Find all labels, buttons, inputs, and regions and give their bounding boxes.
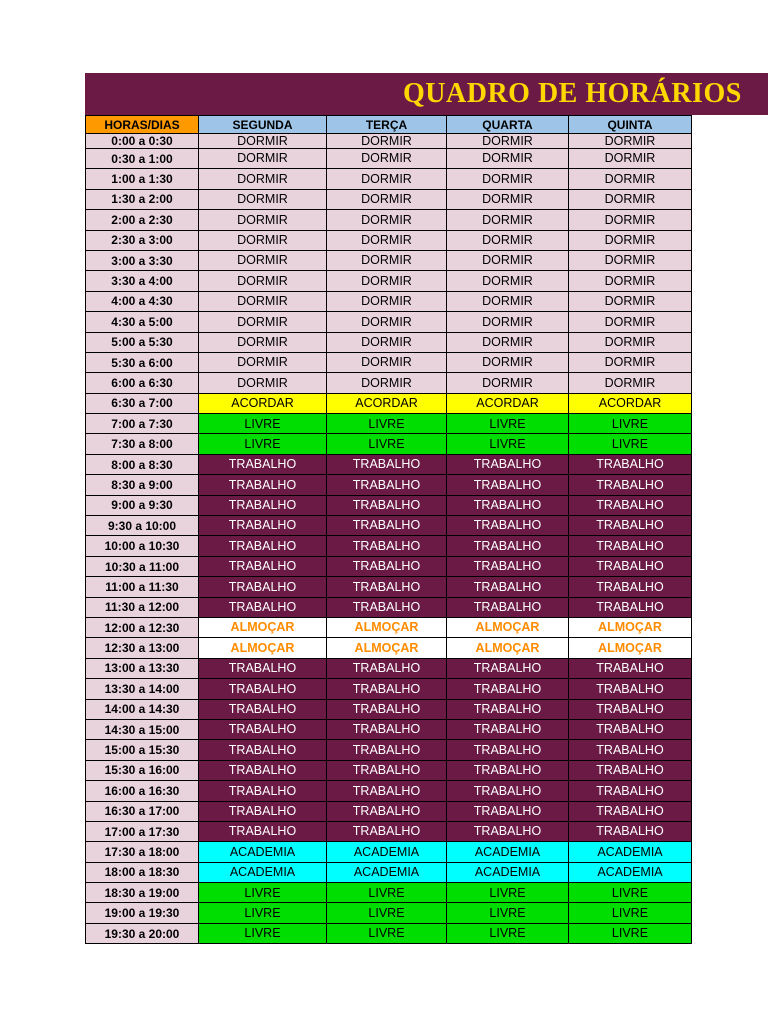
table-row	[86, 332, 692, 352]
activity-cell-quinta: TRABALHO	[569, 801, 692, 821]
activity-cell-segunda: TRABALHO	[199, 577, 327, 597]
table-row	[86, 230, 692, 250]
time-slot-cell: 1:30 a 2:00	[86, 189, 199, 209]
activity-cell-quarta: DORMIR	[447, 149, 569, 169]
activity-cell-terca: DORMIR	[327, 169, 447, 189]
activity-cell-terca: TRABALHO	[327, 536, 447, 556]
table-row	[86, 617, 692, 637]
activity-cell-quarta: TRABALHO	[447, 597, 569, 617]
activity-cell-quarta: TRABALHO	[447, 475, 569, 495]
activity-cell-segunda: TRABALHO	[199, 760, 327, 780]
table-row	[86, 658, 692, 678]
time-slot-cell: 14:00 a 14:30	[86, 699, 199, 719]
table-row	[86, 679, 692, 699]
activity-cell-quinta: LIVRE	[569, 903, 692, 923]
activity-cell-terca: DORMIR	[327, 312, 447, 332]
time-slot-cell: 2:30 a 3:00	[86, 230, 199, 250]
activity-cell-segunda: ALMOÇAR	[199, 617, 327, 637]
activity-cell-terca: TRABALHO	[327, 801, 447, 821]
activity-cell-segunda: TRABALHO	[199, 516, 327, 536]
activity-cell-quarta: DORMIR	[447, 373, 569, 393]
activity-cell-segunda: ACORDAR	[199, 393, 327, 413]
activity-cell-terca: LIVRE	[327, 923, 447, 943]
activity-cell-terca: TRABALHO	[327, 760, 447, 780]
activity-cell-quarta: TRABALHO	[447, 516, 569, 536]
activity-cell-segunda: ALMOÇAR	[199, 638, 327, 658]
activity-cell-segunda: DORMIR	[199, 271, 327, 291]
activity-cell-terca: LIVRE	[327, 883, 447, 903]
table-row	[86, 903, 692, 923]
time-slot-cell: 7:00 a 7:30	[86, 414, 199, 434]
time-slot-cell: 8:00 a 8:30	[86, 454, 199, 474]
time-slot-cell: 12:00 a 12:30	[86, 617, 199, 637]
activity-cell-segunda: LIVRE	[199, 434, 327, 454]
activity-cell-segunda: DORMIR	[199, 230, 327, 250]
activity-cell-segunda: LIVRE	[199, 883, 327, 903]
activity-cell-quarta: DORMIR	[447, 230, 569, 250]
table-row	[86, 760, 692, 780]
time-slot-cell: 15:00 a 15:30	[86, 740, 199, 760]
activity-cell-quinta: DORMIR	[569, 291, 692, 311]
activity-cell-terca: ACORDAR	[327, 393, 447, 413]
time-slot-cell: 0:30 a 1:00	[86, 149, 199, 169]
activity-cell-quarta: LIVRE	[447, 923, 569, 943]
activity-cell-segunda: DORMIR	[199, 332, 327, 352]
activity-cell-quinta: ACADEMIA	[569, 862, 692, 882]
time-slot-cell: 1:00 a 1:30	[86, 169, 199, 189]
table-row	[86, 883, 692, 903]
activity-cell-quinta: LIVRE	[569, 434, 692, 454]
activity-cell-terca: DORMIR	[327, 149, 447, 169]
table-row	[86, 842, 692, 862]
activity-cell-quarta: TRABALHO	[447, 658, 569, 678]
activity-cell-quinta: LIVRE	[569, 923, 692, 943]
schedule-body	[86, 134, 692, 944]
activity-cell-quarta: ACORDAR	[447, 393, 569, 413]
activity-cell-quinta: DORMIR	[569, 189, 692, 209]
activity-cell-terca: TRABALHO	[327, 821, 447, 841]
time-slot-cell: 17:30 a 18:00	[86, 842, 199, 862]
activity-cell-quarta: TRABALHO	[447, 536, 569, 556]
time-slot-cell: 14:30 a 15:00	[86, 719, 199, 739]
table-row	[86, 434, 692, 454]
activity-cell-segunda: TRABALHO	[199, 454, 327, 474]
header-row	[86, 116, 692, 134]
activity-cell-quarta: ALMOÇAR	[447, 638, 569, 658]
activity-cell-terca: ALMOÇAR	[327, 638, 447, 658]
activity-cell-quinta: DORMIR	[569, 312, 692, 332]
table-row	[86, 475, 692, 495]
time-slot-cell: 5:30 a 6:00	[86, 352, 199, 372]
time-slot-cell: 6:00 a 6:30	[86, 373, 199, 393]
table-row	[86, 597, 692, 617]
activity-cell-quinta: TRABALHO	[569, 454, 692, 474]
table-row	[86, 719, 692, 739]
activity-cell-quarta: DORMIR	[447, 210, 569, 230]
activity-cell-quarta: TRABALHO	[447, 801, 569, 821]
activity-cell-quarta: TRABALHO	[447, 781, 569, 801]
activity-cell-quinta: TRABALHO	[569, 475, 692, 495]
activity-cell-segunda: DORMIR	[199, 250, 327, 270]
activity-cell-quarta: LIVRE	[447, 414, 569, 434]
time-slot-cell: 7:30 a 8:00	[86, 434, 199, 454]
activity-cell-segunda: TRABALHO	[199, 801, 327, 821]
activity-cell-quarta: DORMIR	[447, 189, 569, 209]
activity-cell-terca: DORMIR	[327, 230, 447, 250]
activity-cell-segunda: ACADEMIA	[199, 842, 327, 862]
activity-cell-segunda: TRABALHO	[199, 536, 327, 556]
activity-cell-segunda: TRABALHO	[199, 821, 327, 841]
table-row	[86, 250, 692, 270]
activity-cell-segunda: DORMIR	[199, 169, 327, 189]
activity-cell-segunda: ACADEMIA	[199, 862, 327, 882]
activity-cell-terca: TRABALHO	[327, 454, 447, 474]
activity-cell-quinta: LIVRE	[569, 414, 692, 434]
table-row	[86, 821, 692, 841]
activity-cell-quarta: TRABALHO	[447, 556, 569, 576]
activity-cell-quarta: DORMIR	[447, 352, 569, 372]
table-row	[86, 454, 692, 474]
activity-cell-quinta: DORMIR	[569, 332, 692, 352]
activity-cell-segunda: LIVRE	[199, 414, 327, 434]
time-slot-cell: 4:00 a 4:30	[86, 291, 199, 311]
activity-cell-terca: ALMOÇAR	[327, 617, 447, 637]
table-row	[86, 740, 692, 760]
table-row	[86, 312, 692, 332]
activity-cell-quarta: LIVRE	[447, 434, 569, 454]
table-row	[86, 699, 692, 719]
activity-cell-quinta: LIVRE	[569, 883, 692, 903]
activity-cell-quinta: DORMIR	[569, 134, 692, 149]
time-slot-cell: 2:00 a 2:30	[86, 210, 199, 230]
activity-cell-quarta: TRABALHO	[447, 495, 569, 515]
time-slot-cell: 3:30 a 4:00	[86, 271, 199, 291]
activity-cell-quarta: DORMIR	[447, 332, 569, 352]
table-row	[86, 516, 692, 536]
time-slot-cell: 11:30 a 12:00	[86, 597, 199, 617]
header-day-quinta: QUINTA	[569, 116, 692, 134]
activity-cell-segunda: TRABALHO	[199, 597, 327, 617]
table-row	[86, 373, 692, 393]
activity-cell-segunda: TRABALHO	[199, 699, 327, 719]
table-row	[86, 414, 692, 434]
activity-cell-quinta: TRABALHO	[569, 760, 692, 780]
time-slot-cell: 10:00 a 10:30	[86, 536, 199, 556]
time-slot-cell: 17:00 a 17:30	[86, 821, 199, 841]
activity-cell-quinta: TRABALHO	[569, 719, 692, 739]
activity-cell-quinta: DORMIR	[569, 271, 692, 291]
activity-cell-segunda: DORMIR	[199, 373, 327, 393]
activity-cell-terca: DORMIR	[327, 291, 447, 311]
activity-cell-quinta: TRABALHO	[569, 658, 692, 678]
table-row	[86, 169, 692, 189]
activity-cell-segunda: DORMIR	[199, 210, 327, 230]
activity-cell-quarta: DORMIR	[447, 312, 569, 332]
time-slot-cell: 19:30 a 20:00	[86, 923, 199, 943]
page-title: QUADRO DE HORÁRIOS	[403, 78, 742, 109]
activity-cell-segunda: TRABALHO	[199, 719, 327, 739]
table-row	[86, 536, 692, 556]
header-day-quarta: QUARTA	[447, 116, 569, 134]
activity-cell-quinta: DORMIR	[569, 210, 692, 230]
time-slot-cell: 13:00 a 13:30	[86, 658, 199, 678]
activity-cell-quinta: DORMIR	[569, 352, 692, 372]
time-slot-cell: 19:00 a 19:30	[86, 903, 199, 923]
activity-cell-terca: TRABALHO	[327, 679, 447, 699]
activity-cell-quinta: ACADEMIA	[569, 842, 692, 862]
time-slot-cell: 18:30 a 19:00	[86, 883, 199, 903]
time-slot-cell: 15:30 a 16:00	[86, 760, 199, 780]
activity-cell-segunda: LIVRE	[199, 923, 327, 943]
activity-cell-segunda: TRABALHO	[199, 556, 327, 576]
time-slot-cell: 8:30 a 9:00	[86, 475, 199, 495]
time-slot-cell: 9:00 a 9:30	[86, 495, 199, 515]
time-slot-cell: 16:30 a 17:00	[86, 801, 199, 821]
header-day-terca: TERÇA	[327, 116, 447, 134]
activity-cell-terca: LIVRE	[327, 434, 447, 454]
activity-cell-quinta: TRABALHO	[569, 495, 692, 515]
activity-cell-segunda: TRABALHO	[199, 679, 327, 699]
title-bar	[85, 73, 768, 115]
activity-cell-quinta: ALMOÇAR	[569, 638, 692, 658]
activity-cell-quarta: TRABALHO	[447, 821, 569, 841]
activity-cell-terca: DORMIR	[327, 271, 447, 291]
activity-cell-quinta: TRABALHO	[569, 740, 692, 760]
table-row	[86, 352, 692, 372]
table-row	[86, 210, 692, 230]
activity-cell-quinta: DORMIR	[569, 169, 692, 189]
activity-cell-terca: ACADEMIA	[327, 842, 447, 862]
activity-cell-segunda: TRABALHO	[199, 495, 327, 515]
schedule-table	[85, 115, 692, 944]
activity-cell-segunda: DORMIR	[199, 312, 327, 332]
activity-cell-quinta: ALMOÇAR	[569, 617, 692, 637]
activity-cell-terca: DORMIR	[327, 134, 447, 149]
activity-cell-segunda: TRABALHO	[199, 781, 327, 801]
table-row	[86, 638, 692, 658]
activity-cell-quarta: TRABALHO	[447, 699, 569, 719]
activity-cell-terca: TRABALHO	[327, 597, 447, 617]
table-row	[86, 134, 692, 149]
activity-cell-quinta: TRABALHO	[569, 536, 692, 556]
activity-cell-segunda: LIVRE	[199, 903, 327, 923]
activity-cell-quarta: TRABALHO	[447, 454, 569, 474]
activity-cell-quinta: TRABALHO	[569, 679, 692, 699]
activity-cell-quinta: TRABALHO	[569, 556, 692, 576]
table-row	[86, 291, 692, 311]
activity-cell-segunda: DORMIR	[199, 189, 327, 209]
activity-cell-quarta: DORMIR	[447, 134, 569, 149]
activity-cell-terca: TRABALHO	[327, 719, 447, 739]
activity-cell-quarta: TRABALHO	[447, 760, 569, 780]
activity-cell-terca: LIVRE	[327, 414, 447, 434]
table-row	[86, 189, 692, 209]
time-slot-cell: 5:00 a 5:30	[86, 332, 199, 352]
table-row	[86, 149, 692, 169]
time-slot-cell: 9:30 a 10:00	[86, 516, 199, 536]
activity-cell-terca: TRABALHO	[327, 658, 447, 678]
table-row	[86, 577, 692, 597]
activity-cell-quinta: DORMIR	[569, 230, 692, 250]
activity-cell-terca: DORMIR	[327, 250, 447, 270]
activity-cell-segunda: DORMIR	[199, 291, 327, 311]
time-slot-cell: 13:30 a 14:00	[86, 679, 199, 699]
activity-cell-quarta: DORMIR	[447, 291, 569, 311]
activity-cell-quinta: DORMIR	[569, 250, 692, 270]
activity-cell-quinta: ACORDAR	[569, 393, 692, 413]
activity-cell-quarta: TRABALHO	[447, 679, 569, 699]
time-slot-cell: 0:00 a 0:30	[86, 134, 199, 149]
activity-cell-quarta: LIVRE	[447, 883, 569, 903]
activity-cell-segunda: DORMIR	[199, 149, 327, 169]
activity-cell-quinta: TRABALHO	[569, 781, 692, 801]
activity-cell-quarta: DORMIR	[447, 250, 569, 270]
table-row	[86, 556, 692, 576]
activity-cell-quarta: ACADEMIA	[447, 842, 569, 862]
activity-cell-quarta: ALMOÇAR	[447, 617, 569, 637]
activity-cell-quarta: ACADEMIA	[447, 862, 569, 882]
activity-cell-terca: TRABALHO	[327, 699, 447, 719]
activity-cell-quinta: TRABALHO	[569, 597, 692, 617]
activity-cell-terca: TRABALHO	[327, 556, 447, 576]
time-slot-cell: 3:00 a 3:30	[86, 250, 199, 270]
time-slot-cell: 16:00 a 16:30	[86, 781, 199, 801]
activity-cell-segunda: DORMIR	[199, 352, 327, 372]
activity-cell-segunda: TRABALHO	[199, 740, 327, 760]
time-slot-cell: 6:30 a 7:00	[86, 393, 199, 413]
activity-cell-quarta: TRABALHO	[447, 577, 569, 597]
time-slot-cell: 11:00 a 11:30	[86, 577, 199, 597]
activity-cell-terca: DORMIR	[327, 189, 447, 209]
activity-cell-terca: DORMIR	[327, 352, 447, 372]
activity-cell-quarta: LIVRE	[447, 903, 569, 923]
table-row	[86, 862, 692, 882]
time-slot-cell: 18:00 a 18:30	[86, 862, 199, 882]
activity-cell-quinta: DORMIR	[569, 373, 692, 393]
activity-cell-terca: TRABALHO	[327, 781, 447, 801]
table-row	[86, 393, 692, 413]
header-day-segunda: SEGUNDA	[199, 116, 327, 134]
table-row	[86, 271, 692, 291]
activity-cell-terca: TRABALHO	[327, 495, 447, 515]
activity-cell-segunda: TRABALHO	[199, 475, 327, 495]
table-row	[86, 801, 692, 821]
activity-cell-terca: DORMIR	[327, 332, 447, 352]
activity-cell-terca: TRABALHO	[327, 475, 447, 495]
time-slot-cell: 10:30 a 11:00	[86, 556, 199, 576]
activity-cell-quarta: DORMIR	[447, 169, 569, 189]
activity-cell-terca: DORMIR	[327, 210, 447, 230]
activity-cell-terca: LIVRE	[327, 903, 447, 923]
activity-cell-segunda: DORMIR	[199, 134, 327, 149]
time-slot-cell: 4:30 a 5:00	[86, 312, 199, 332]
activity-cell-quinta: TRABALHO	[569, 577, 692, 597]
activity-cell-segunda: TRABALHO	[199, 658, 327, 678]
header-time: HORAS/DIAS	[86, 116, 199, 134]
activity-cell-terca: DORMIR	[327, 373, 447, 393]
table-row	[86, 923, 692, 943]
activity-cell-quinta: TRABALHO	[569, 516, 692, 536]
activity-cell-terca: TRABALHO	[327, 577, 447, 597]
activity-cell-quinta: TRABALHO	[569, 699, 692, 719]
activity-cell-terca: TRABALHO	[327, 516, 447, 536]
activity-cell-quinta: TRABALHO	[569, 821, 692, 841]
time-slot-cell: 12:30 a 13:00	[86, 638, 199, 658]
activity-cell-quarta: TRABALHO	[447, 719, 569, 739]
table-row	[86, 781, 692, 801]
activity-cell-terca: TRABALHO	[327, 740, 447, 760]
activity-cell-quarta: DORMIR	[447, 271, 569, 291]
activity-cell-terca: ACADEMIA	[327, 862, 447, 882]
table-row	[86, 495, 692, 515]
activity-cell-quarta: TRABALHO	[447, 740, 569, 760]
activity-cell-quinta: DORMIR	[569, 149, 692, 169]
